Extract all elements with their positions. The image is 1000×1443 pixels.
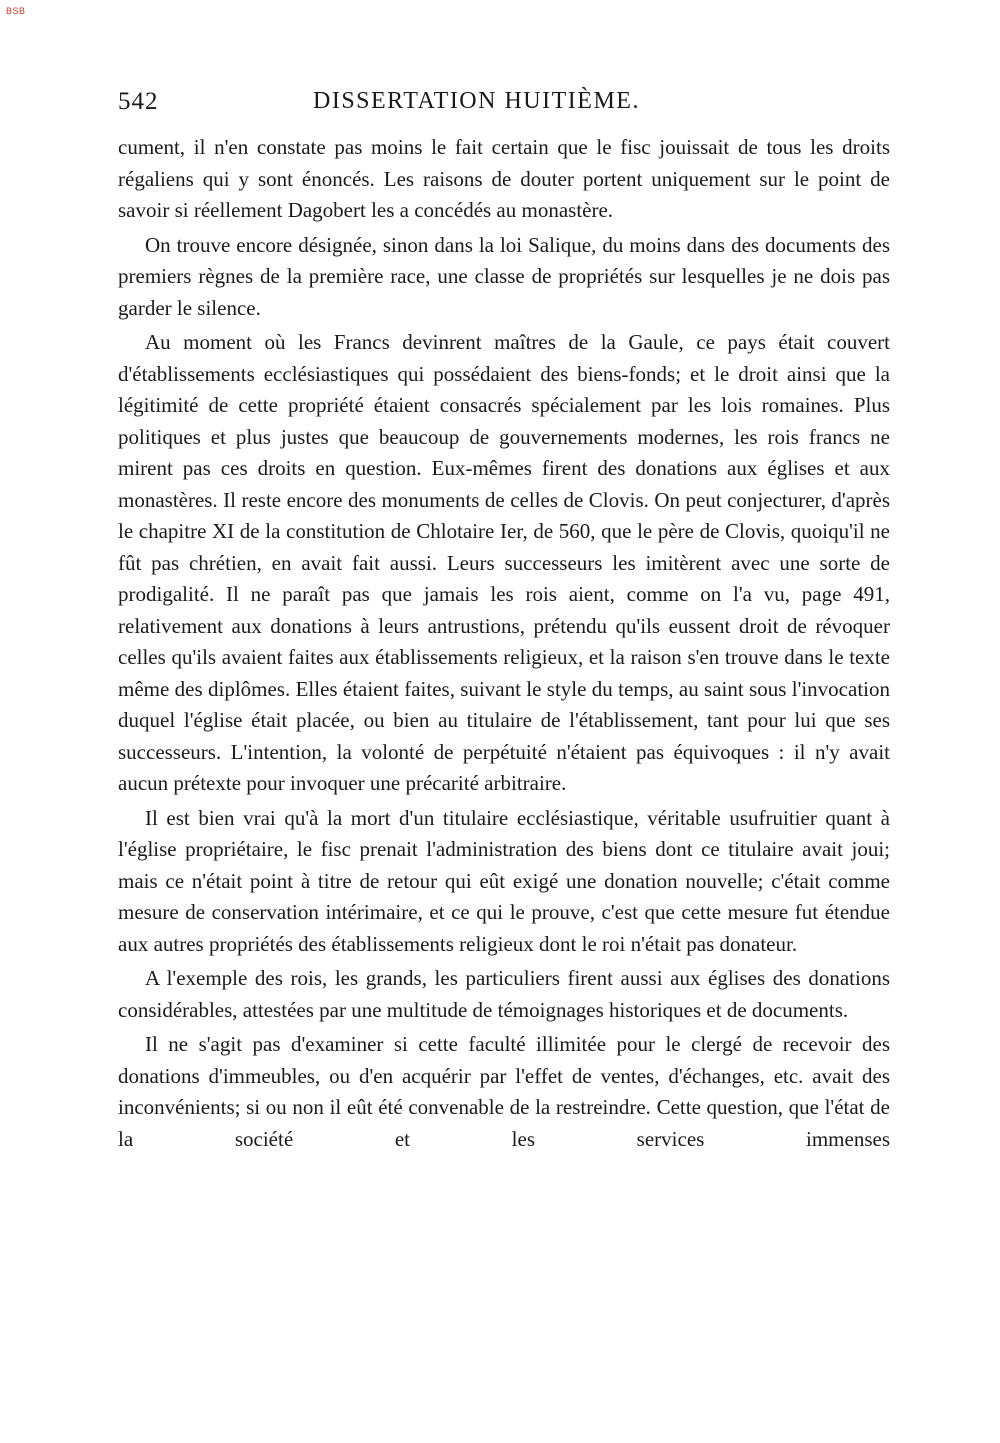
page-number: 542 [118, 88, 159, 115]
paragraph: A l'exemple des rois, les grands, les particuliers firent aussi aux églises des donations considérables, attestées par une multitude de témoignages historiques et de documents. [118, 966, 890, 1022]
paragraph: Il ne s'agit pas d'examiner si cette faculté illimitée pour le clergé de recevoir des donations d'immeubles, ou d'en acquérir par l'effet de ventes, d'échanges, etc. avait des inconvénients; si ou non il eût été convenable de la restreindre. Cette question, que l'état de la société et les services immenses [118, 1032, 890, 1151]
paragraph: On trouve encore désignée, sinon dans la loi Salique, du moins dans des documents des premiers règnes de la première race, une classe de propriétés sur lesquelles je ne dois pas garder le silence. [118, 232, 890, 320]
running-title: DISSERTATION HUITIÈME. [313, 88, 640, 114]
page-header [118, 88, 890, 124]
body-text [118, 132, 890, 1158]
paragraph-continuation: cument, il n'en constate pas moins le fait certain que le fisc jouissait de tous les droits régaliens qui y sont énoncés. Les raisons de douter portent uniquement sur le point de savoir si réellement Dagobert les a concédés au monastère. [118, 135, 890, 222]
paragraph: Au moment où les Francs devinrent maîtres de la Gaule, ce pays était couvert d'établissements ecclésiastiques qui possédaient des biens-fonds; et le droit ainsi que la légitimité de cette propriété étaient consacrés spécialement par les lois romaines. Plus politiques et plus justes que beaucoup de gouvernements modernes, les rois francs ne mirent pas ces droits en question. Eux-mêmes firent des donations aux églises et aux monastères. Il reste encore des monuments de celles de Clovis. On peut conjecturer, d'après le chapitre XI de la constitution de Chlotaire Ier, de 560, que le père de Clovis, quoiqu'il ne fût pas chrétien, en avait fait aussi. Leurs successeurs les imitèrent avec une sorte de prodigalité. Il ne paraît pas que jamais les rois aient, comme on l'a vu, page 491, relativement aux donations à leurs antrustions, prétendu qu'ils eussent droit de révoquer celles qu'ils avaient faites aux établissements religieux, et la raison s'en trouve dans le texte même des diplômes. Elles étaient faites, suivant le style du temps, au saint sous l'invocation duquel l'église était placée, ou bien au titulaire de l'établissement, tant pour lui que ses successeurs. L'intention, la volonté de perpétuité n'étaient pas équivoques : il n'y avait aucun prétexte pour invoquer une précarité arbitraire. [118, 330, 890, 795]
library-stamp: BSB [6, 6, 26, 16]
paragraph: Il est bien vrai qu'à la mort d'un titulaire ecclésiastique, véritable usufruitier quant à l'église propriétaire, le fisc prenait l'administration des biens dont ce titulaire avait joui; mais ce n'était point à titre de retour qui eût exigé une donation nouvelle; c'était comme mesure de conservation intérimaire, et ce qui le prouve, c'est que cette mesure fut étendue aux autres propriétés des établissements religieux dont le roi n'était pas donateur. [118, 805, 890, 956]
